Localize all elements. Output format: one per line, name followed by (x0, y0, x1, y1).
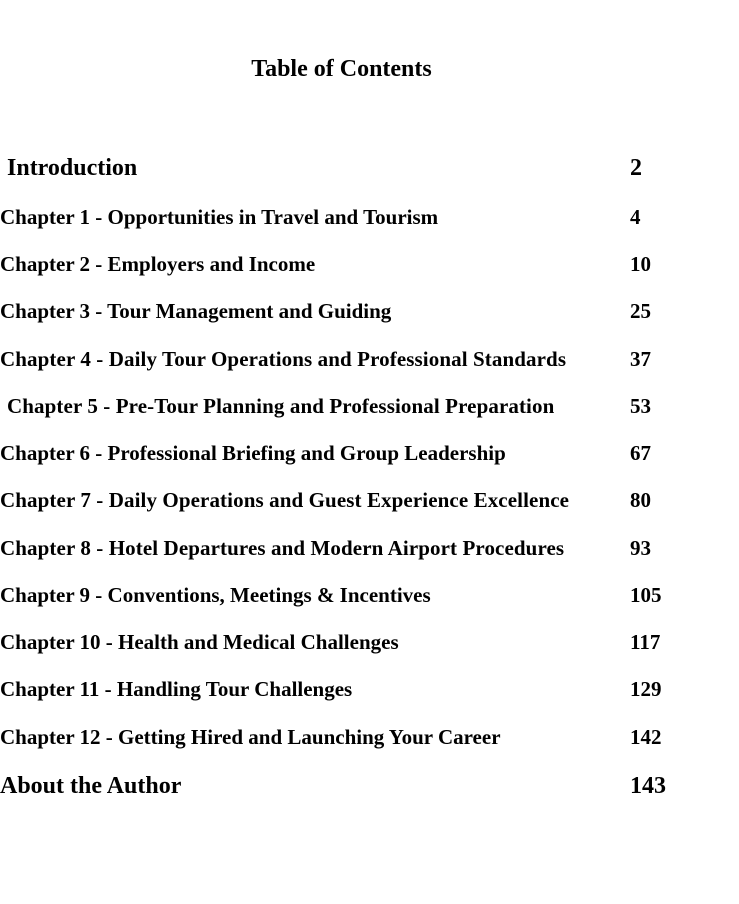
toc-entry-page-number: 117 (630, 630, 661, 654)
toc-entry-page-number: 143 (630, 773, 666, 799)
toc-entry-chapter-7[interactable] (0, 485, 739, 515)
toc-entry-label: Chapter 11 - Handling Tour Challenges (0, 677, 353, 701)
toc-entry-label: Introduction (7, 155, 138, 181)
toc-entry-chapter-2[interactable] (0, 249, 739, 279)
toc-entry-introduction[interactable] (0, 153, 739, 183)
toc-entry-chapter-5[interactable] (0, 391, 739, 421)
toc-entry-chapter-11[interactable] (0, 674, 739, 704)
toc-entry-label: Chapter 4 - Daily Tour Operations and Professional Standards (0, 347, 567, 371)
toc-entry-label: Chapter 2 - Employers and Income (0, 252, 316, 276)
toc-entry-label: Chapter 3 - Tour Management and Guiding (0, 299, 392, 323)
toc-entry-chapter-1[interactable] (0, 202, 739, 232)
toc-entry-label: Chapter 12 - Getting Hired and Launching Your Career (0, 725, 501, 749)
toc-entry-page-number: 129 (630, 677, 662, 701)
toc-entry-page-number: 37 (630, 347, 651, 371)
toc-entry-about-the-author[interactable] (0, 771, 739, 801)
toc-entry-chapter-10[interactable] (0, 627, 739, 657)
toc-entry-page-number: 105 (630, 583, 662, 607)
toc-entry-label: Chapter 9 - Conventions, Meetings & Incentives (0, 583, 431, 607)
toc-entry-label: Chapter 7 - Daily Operations and Guest Experience Excellence (0, 488, 570, 512)
toc-entry-page-number: 10 (630, 252, 651, 276)
toc-entry-page-number: 67 (630, 441, 651, 465)
toc-entry-page-number: 93 (630, 536, 651, 560)
toc-entry-label: Chapter 8 - Hotel Departures and Modern Airport Procedures (0, 536, 565, 560)
toc-entry-chapter-8[interactable] (0, 533, 739, 563)
toc-entry-label: Chapter 1 - Opportunities in Travel and Tourism (0, 205, 439, 229)
toc-entry-page-number: 2 (630, 155, 642, 181)
toc-entry-label: Chapter 6 - Professional Briefing and Group Leadership (0, 441, 506, 465)
toc-entry-page-number: 80 (630, 488, 651, 512)
toc-entry-chapter-4[interactable] (0, 344, 739, 374)
toc-title: Table of Contents (251, 56, 432, 82)
toc-entry-page-number: 53 (630, 394, 651, 418)
toc-entry-chapter-9[interactable] (0, 580, 739, 610)
toc-entry-label: Chapter 5 - Pre-Tour Planning and Professional Preparation (7, 394, 555, 418)
toc-entry-page-number: 25 (630, 299, 651, 323)
toc-entry-chapter-12[interactable] (0, 722, 739, 752)
toc-entry-page-number: 4 (630, 205, 641, 229)
toc-entry-chapter-6[interactable] (0, 438, 739, 468)
toc-entry-page-number: 142 (630, 725, 662, 749)
toc-entry-label: About the Author (0, 773, 182, 799)
toc-entry-label: Chapter 10 - Health and Medical Challenges (0, 630, 399, 654)
toc-entry-chapter-3[interactable] (0, 296, 739, 326)
